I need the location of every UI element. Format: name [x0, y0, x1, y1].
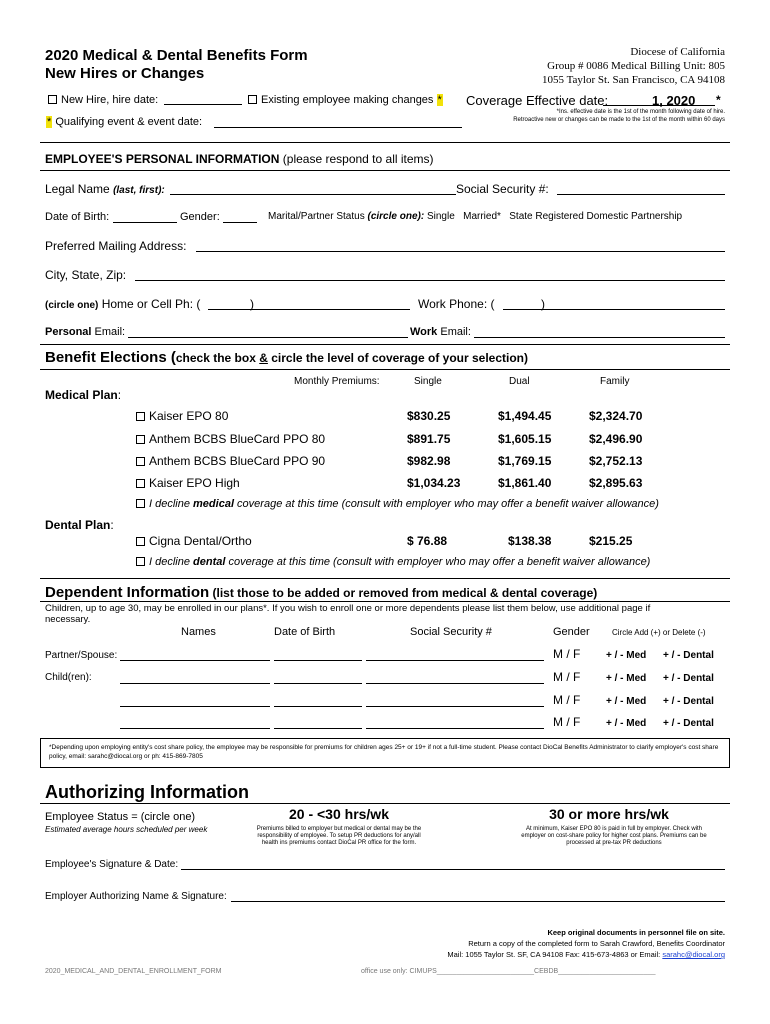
premium-family[interactable]: $2,895.63: [589, 476, 643, 490]
medical-plan-row[interactable]: [136, 409, 228, 423]
col-ssn: Social Security #: [410, 626, 492, 638]
form-id: 2020_MEDICAL_AND_DENTAL_ENROLLMENT_FORM: [45, 968, 222, 975]
decline-dental-post: coverage at this time (consult with employer who may offer a benefit waiver allowance): [225, 556, 651, 568]
status-label: Employee Status = (circle one): [45, 811, 196, 823]
home-phone-label: [45, 297, 200, 311]
premium-single[interactable]: $1,034.23: [407, 476, 461, 490]
dependent-gender[interactable]: M / F: [553, 670, 581, 684]
city-label: City, State, Zip:: [45, 268, 127, 282]
return-email-link[interactable]: sarahc@diocal.org: [662, 950, 725, 959]
legal-name-hint: (last, first):: [113, 185, 165, 196]
home-cell-text: Home or Cell Ph: (: [101, 297, 201, 311]
medical-plan-row[interactable]: [136, 454, 325, 468]
city-field[interactable]: [135, 280, 725, 281]
plan-name: Anthem BCBS BlueCard PPO 90: [149, 454, 326, 468]
premium-single[interactable]: $891.75: [407, 432, 451, 446]
benefits-divider-top: [40, 344, 730, 345]
dependent-dob-field[interactable]: [274, 706, 362, 707]
decline-dental-checkbox[interactable]: [136, 557, 145, 566]
dependent-ssn-field[interactable]: [366, 683, 544, 684]
gender-label: Gender:: [180, 211, 220, 223]
premium-single[interactable]: $830.25: [407, 409, 451, 423]
dental-colon: :: [110, 518, 114, 532]
plan-name: Cigna Dental/Ortho: [149, 534, 252, 548]
dependent-dob-field[interactable]: [274, 660, 362, 661]
benefits-divider: [40, 369, 730, 370]
status-option-30-plus[interactable]: 30 or more hrs/wk: [549, 806, 669, 822]
medical-colon: :: [117, 388, 122, 402]
circle-one-hint: (circle one): [45, 300, 99, 311]
existing-asterisk: *: [437, 94, 442, 106]
decline-medical-pre: I decline: [149, 498, 194, 510]
status-option-20-30-note: Premiums billed to employer but medical or dental may be the responsibility of employee. To setup PR deductions for any/all health ins premiums contact DioCal PR office for the form.: [256, 826, 422, 846]
existing-checkbox[interactable]: [248, 95, 257, 104]
work-paren-close: ): [541, 297, 545, 311]
dependent-name-field[interactable]: [120, 660, 270, 661]
legal-name-label: [45, 182, 165, 196]
qualifying-label: Qualifying event & event date:: [55, 116, 203, 128]
benefits-heading-sub1: check the box: [175, 351, 260, 365]
premium-family[interactable]: $2,324.70: [589, 409, 643, 423]
decline-medical-checkbox[interactable]: [136, 499, 145, 508]
gender-field[interactable]: [223, 222, 257, 223]
work-email-field[interactable]: [474, 337, 725, 338]
personal-email-field[interactable]: [128, 337, 408, 338]
personal-email-text: Email:: [94, 326, 126, 338]
existing-row: [248, 94, 443, 106]
plan-checkbox[interactable]: [136, 457, 145, 466]
plan-checkbox[interactable]: [136, 412, 145, 421]
benefits-heading-sub2: circle the level of coverage of your selection): [267, 351, 528, 365]
dependent-gender[interactable]: M / F: [553, 693, 581, 707]
coverage-note-1: *Ins. effective date is the 1st of the month following date of hire.: [556, 109, 725, 115]
mailing-label: Preferred Mailing Address:: [45, 239, 187, 253]
marital-hint: (circle one):: [367, 211, 425, 222]
dependent-ssn-field[interactable]: [366, 660, 544, 661]
employee-signature-field[interactable]: [181, 869, 725, 870]
dependents-heading-main: Dependent Information: [45, 584, 210, 601]
dependent-dental[interactable]: + / - Dental: [663, 673, 714, 684]
benefits-heading-main: Benefit Elections (: [45, 349, 176, 366]
premium-dual[interactable]: $138.38: [508, 534, 552, 548]
dependent-med[interactable]: + / - Med: [606, 650, 647, 661]
premium-single[interactable]: $ 76.88: [407, 534, 448, 548]
premium-dual[interactable]: $1,494.45: [498, 409, 552, 423]
home-paren-close: ): [250, 297, 254, 311]
premium-dual[interactable]: $1,769.15: [498, 454, 552, 468]
monthly-premiums-label: Monthly Premiums:: [294, 376, 380, 387]
dependents-divider-top: [40, 578, 730, 579]
dependents-note: *Depending upon employing entity's cost share policy, the employee may be responsible for premiums for children ages 25+ or 19+ if not a full-time student. Please contact DioCal Benefits Administrator to clarify employer's cost share policy, email: sarahc@diocal.org or ph: 415-869-7805: [40, 738, 730, 768]
dependents-divider: [40, 601, 730, 602]
new-hire-checkbox[interactable]: [48, 95, 57, 104]
medical-plan-row[interactable]: [136, 432, 325, 446]
medical-plan-label: [45, 388, 121, 402]
mailing-field[interactable]: [196, 251, 725, 252]
benefits-heading-amp: &: [259, 351, 268, 365]
dependent-dental[interactable]: + / - Dental: [663, 696, 714, 707]
dental-plan-row[interactable]: [136, 534, 252, 548]
decline-medical-row[interactable]: [136, 498, 659, 510]
marital-single[interactable]: Single: [426, 211, 455, 222]
qualifying-event-field[interactable]: [214, 127, 462, 128]
ssn-label: Social Security #:: [456, 182, 549, 196]
keep-originals: Keep original documents in personnel file on site.: [547, 928, 725, 937]
office-use: office use only: CIMUPS_________________________CEBDB_________________________: [361, 968, 656, 975]
form-title: 2020 Medical & Dental Benefits Form: [45, 47, 308, 64]
work-email-text: Email:: [440, 326, 471, 338]
marital-label: Marital/Partner Status: [268, 211, 365, 222]
col-single: Single: [414, 376, 442, 387]
partner-label: Partner/Spouse:: [45, 650, 118, 661]
coverage-value: 1, 2020: [652, 93, 696, 108]
dob-field[interactable]: [113, 222, 177, 223]
form-subtitle: New Hires or Changes: [45, 65, 205, 82]
plan-name: Kaiser EPO 80: [149, 409, 229, 423]
benefits-heading: [45, 349, 528, 367]
status-hint: Estimated average hours scheduled per week: [45, 825, 208, 834]
legal-name-field[interactable]: [170, 194, 456, 195]
medical-plan-row[interactable]: [136, 476, 240, 490]
personal-heading-bold: EMPLOYEE'S PERSONAL INFORMATION: [45, 152, 280, 166]
premium-family[interactable]: $2,752.13: [589, 454, 643, 468]
plan-checkbox[interactable]: [136, 537, 145, 546]
plan-name: Kaiser EPO High: [149, 476, 240, 490]
group-info: Group # 0086 Medical Billing Unit: 805: [547, 60, 725, 72]
dependents-heading-sub: (list those to be added or removed from medical & dental coverage): [209, 586, 598, 600]
employer-signature-field[interactable]: [231, 901, 725, 902]
dependent-dental[interactable]: + / - Dental: [663, 650, 714, 661]
decline-dental-row[interactable]: [136, 556, 650, 568]
dependent-gender[interactable]: M / F: [553, 715, 581, 729]
org-address: 1055 Taylor St. San Francisco, CA 94108: [542, 74, 725, 86]
ssn-field[interactable]: [557, 194, 725, 195]
premium-family[interactable]: $215.25: [589, 534, 633, 548]
coverage-note-2: Retroactive new or changes can be made to the 1st of the month within 60 days: [513, 117, 725, 123]
qualifying-row: [46, 116, 202, 128]
dependent-ssn-field[interactable]: [366, 706, 544, 707]
dependent-gender[interactable]: M / F: [553, 647, 581, 661]
coverage-asterisk: *: [716, 93, 721, 107]
plan-checkbox[interactable]: [136, 435, 145, 444]
dependent-dob-field[interactable]: [274, 728, 362, 729]
dependents-heading: [45, 584, 597, 602]
hire-date-field[interactable]: [164, 104, 242, 105]
coverage-label: Coverage Effective date:: [466, 93, 609, 108]
dependent-dob-field[interactable]: [274, 683, 362, 684]
dependent-med[interactable]: + / - Med: [606, 718, 647, 729]
dependents-intro-2: necessary.: [45, 614, 91, 625]
home-phone-field[interactable]: [208, 309, 410, 310]
decline-dental-pre: I decline: [149, 556, 194, 568]
premium-family[interactable]: $2,496.90: [589, 432, 643, 446]
children-label: Child(ren):: [45, 672, 92, 683]
existing-label: Existing employee making changes: [261, 94, 434, 106]
dental-label-text: Dental Plan: [45, 518, 111, 532]
dependent-med[interactable]: + / - Med: [606, 696, 647, 707]
header-divider: [40, 142, 730, 143]
dob-label: Date of Birth:: [45, 211, 110, 223]
col-gender: Gender: [553, 626, 590, 638]
dependent-name-field[interactable]: [120, 683, 270, 684]
status-option-20-30[interactable]: 20 - <30 hrs/wk: [288, 806, 389, 822]
decline-medical-bold: medical: [193, 498, 234, 510]
dependent-name-field[interactable]: [120, 728, 270, 729]
work-email-bold: Work: [410, 326, 438, 338]
plan-name: Anthem BCBS BlueCard PPO 80: [149, 432, 326, 446]
dependent-name-field[interactable]: [120, 706, 270, 707]
personal-email-bold: Personal: [45, 326, 92, 338]
col-names: Names: [181, 626, 216, 638]
return-instructions: Return a copy of the completed form to Sarah Crawford, Benefits Coordinator: [468, 939, 725, 948]
employee-signature-label: Employee's Signature & Date:: [45, 859, 179, 870]
medical-label-text: Medical Plan: [45, 388, 118, 402]
plan-checkbox[interactable]: [136, 479, 145, 488]
authorizing-heading: Authorizing Information: [45, 782, 249, 802]
work-phone-field[interactable]: [503, 309, 725, 310]
qualifying-asterisk: *: [47, 116, 52, 128]
dependent-dental[interactable]: + / - Dental: [663, 718, 714, 729]
premium-dual[interactable]: $1,861.40: [498, 476, 552, 490]
personal-email-label: [45, 326, 125, 338]
legal-name-text: Legal Name: [45, 182, 110, 196]
work-phone-label: Work Phone: (: [418, 297, 495, 311]
premium-single[interactable]: $982.98: [407, 454, 451, 468]
decline-dental-bold: dental: [193, 556, 226, 568]
premium-dual[interactable]: $1,605.15: [498, 432, 552, 446]
work-email-label: [410, 326, 471, 338]
col-dob: Date of Birth: [274, 626, 336, 638]
marital-status-row: [268, 211, 682, 222]
col-family: Family: [600, 376, 630, 387]
employer-signature-label: Employer Authorizing Name & Signature:: [45, 891, 227, 902]
personal-heading-rest: (please respond to all items): [282, 152, 434, 166]
decline-medical-post: coverage at this time (consult with employer who may offer a benefit waiver allowance): [234, 498, 659, 510]
new-hire-row: [48, 94, 158, 106]
return-contact-text: Mail: 1055 Taylor St. SF, CA 94108 Fax: 415-673-4863 or Email:: [447, 950, 663, 959]
marital-married[interactable]: Married*: [463, 211, 501, 222]
dental-plan-label: [45, 518, 114, 532]
marital-srdp[interactable]: State Registered Domestic Partnership: [509, 211, 683, 222]
personal-heading: [45, 152, 434, 166]
dependent-ssn-field[interactable]: [366, 728, 544, 729]
org-name: Diocese of California: [630, 46, 725, 58]
dependents-intro-1: Children, up to age 30, may be enrolled in our plans*. If you wish to enroll one or more dependents please list them below, use additional page if: [45, 603, 651, 614]
col-circle: Circle Add (+) or Delete (-): [612, 628, 706, 637]
status-option-30-plus-note: At minimum, Kaiser EPO 80 is paid in full by employer. Check with employer on cost-share policy for higher cost plans. Premiums can be processed at pre-tax PR deductions: [521, 826, 707, 846]
return-contact: [447, 950, 725, 959]
col-dual: Dual: [509, 376, 530, 387]
authorizing-divider: [40, 803, 730, 804]
dependent-med[interactable]: + / - Med: [606, 673, 647, 684]
new-hire-label: New Hire, hire date:: [61, 94, 159, 106]
personal-divider: [40, 170, 730, 171]
